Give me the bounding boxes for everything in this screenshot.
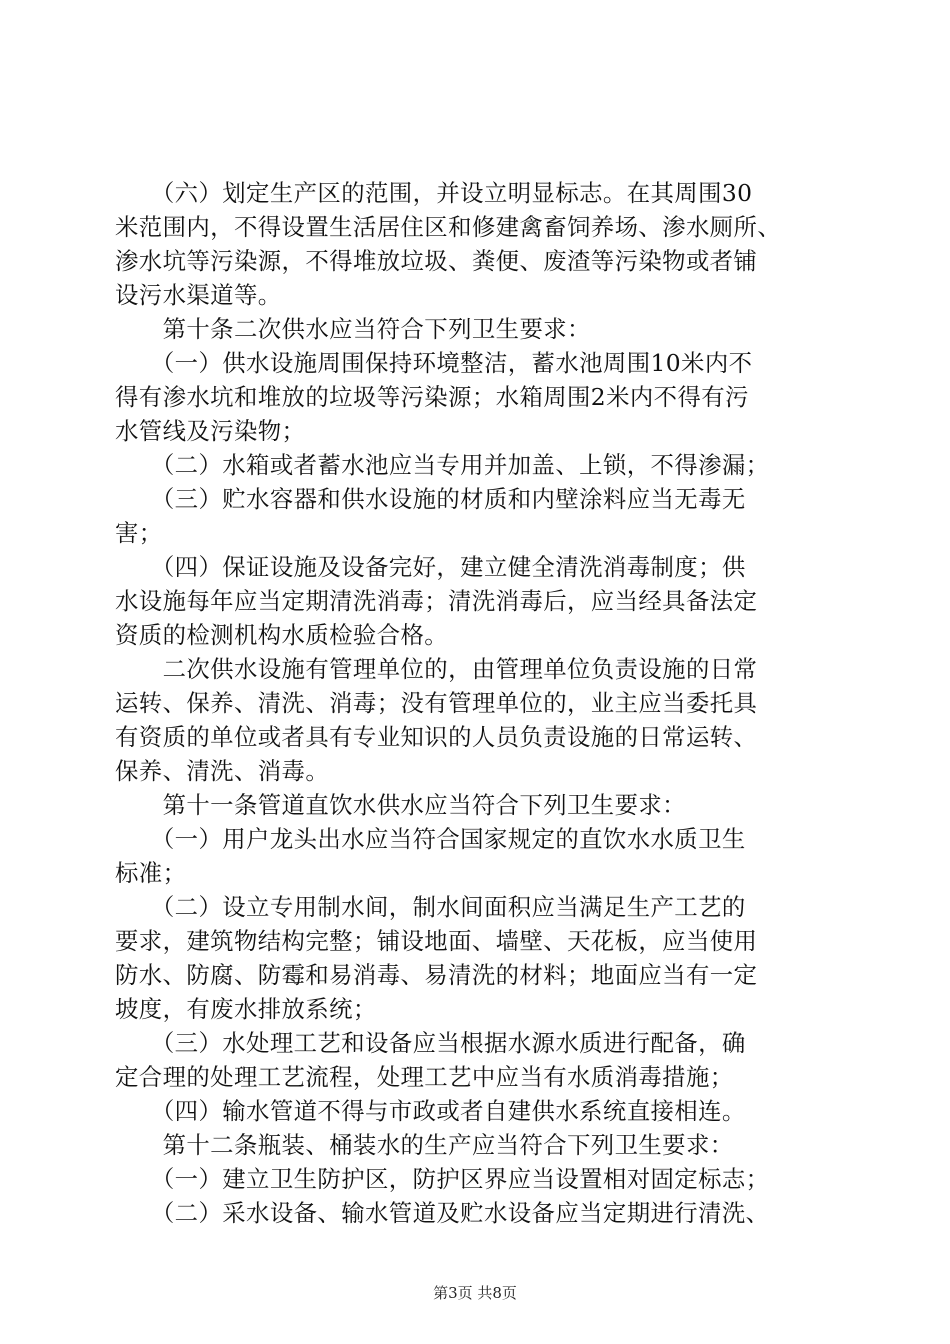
text-line: 定合理的处理工艺流程，处理工艺中应当有水质消毒措施；: [115, 1063, 734, 1091]
text-line: 害；: [115, 519, 163, 547]
text-line: 有资质的单位或者具有专业知识的人员负责设施的日常运转、: [115, 723, 758, 751]
text-line: （一）用户龙头出水应当符合国家规定的直饮水水质卫生: [115, 825, 746, 853]
page-number-label: 第3页 共8页: [433, 1284, 517, 1302]
text-line: 二次供水设施有管理单位的，由管理单位负责设施的日常: [115, 655, 758, 683]
text-line: （四）保证设施及设备完好，建立健全清洗消毒制度；供: [115, 553, 746, 581]
text-line: 资质的检测机构水质检验合格。: [115, 621, 449, 649]
text-line: 设污水渠道等。: [115, 281, 282, 309]
text-line: （三）贮水容器和供水设施的材质和内壁涂料应当无毒无: [115, 485, 746, 513]
text-line: 保养、清洗、消毒。: [115, 757, 330, 785]
text-line: 米范围内，不得设置生活居住区和修建禽畜饲养场、渗水厕所、: [115, 213, 782, 241]
text-line: 标准；: [115, 859, 187, 887]
text-line: 水设施每年应当定期清洗消毒；清洗消毒后，应当经具备法定: [115, 587, 758, 615]
text-line: 水管线及污染物；: [115, 417, 306, 445]
text-line: （六）划定生产区的范围，并设立明显标志。在其周围30: [115, 179, 753, 207]
text-line: 运转、保养、清洗、消毒；没有管理单位的，业主应当委托具: [115, 689, 758, 717]
text-line: 第十一条管道直饮水供水应当符合下列卫生要求：: [115, 791, 686, 819]
text-line: （四）输水管道不得与市政或者自建供水系统直接相连。: [115, 1097, 746, 1125]
text-line: （二）设立专用制水间，制水间面积应当满足生产工艺的: [115, 893, 746, 921]
text-line: （一）建立卫生防护区，防护区界应当设置相对固定标志；: [115, 1165, 770, 1193]
text-line: 第十条二次供水应当符合下列卫生要求：: [115, 315, 591, 343]
text-line: 坡度，有废水排放系统；: [115, 995, 377, 1023]
text-line: 第十二条瓶装、桶装水的生产应当符合下列卫生要求：: [115, 1131, 734, 1159]
text-line: 渗水坑等污染源，不得堆放垃圾、粪便、废渣等污染物或者铺: [115, 247, 758, 275]
text-line: （二）水箱或者蓄水池应当专用并加盖、上锁，不得渗漏；: [115, 451, 770, 479]
page-footer: [0, 1283, 950, 1303]
text-line: （三）水处理工艺和设备应当根据水源水质进行配备，确: [115, 1029, 746, 1057]
text-line: （二）采水设备、输水管道及贮水设备应当定期进行清洗、: [115, 1199, 770, 1227]
text-line: 要求，建筑物结构完整；铺设地面、墙壁、天花板，应当使用: [115, 927, 758, 955]
text-line: 防水、防腐、防霉和易消毒、易清洗的材料；地面应当有一定: [115, 961, 758, 989]
text-line: （一）供水设施周围保持环境整洁，蓄水池周围10米内不: [115, 349, 753, 377]
text-line: 得有渗水坑和堆放的垃圾等污染源；水箱周围2米内不得有污: [115, 383, 749, 411]
